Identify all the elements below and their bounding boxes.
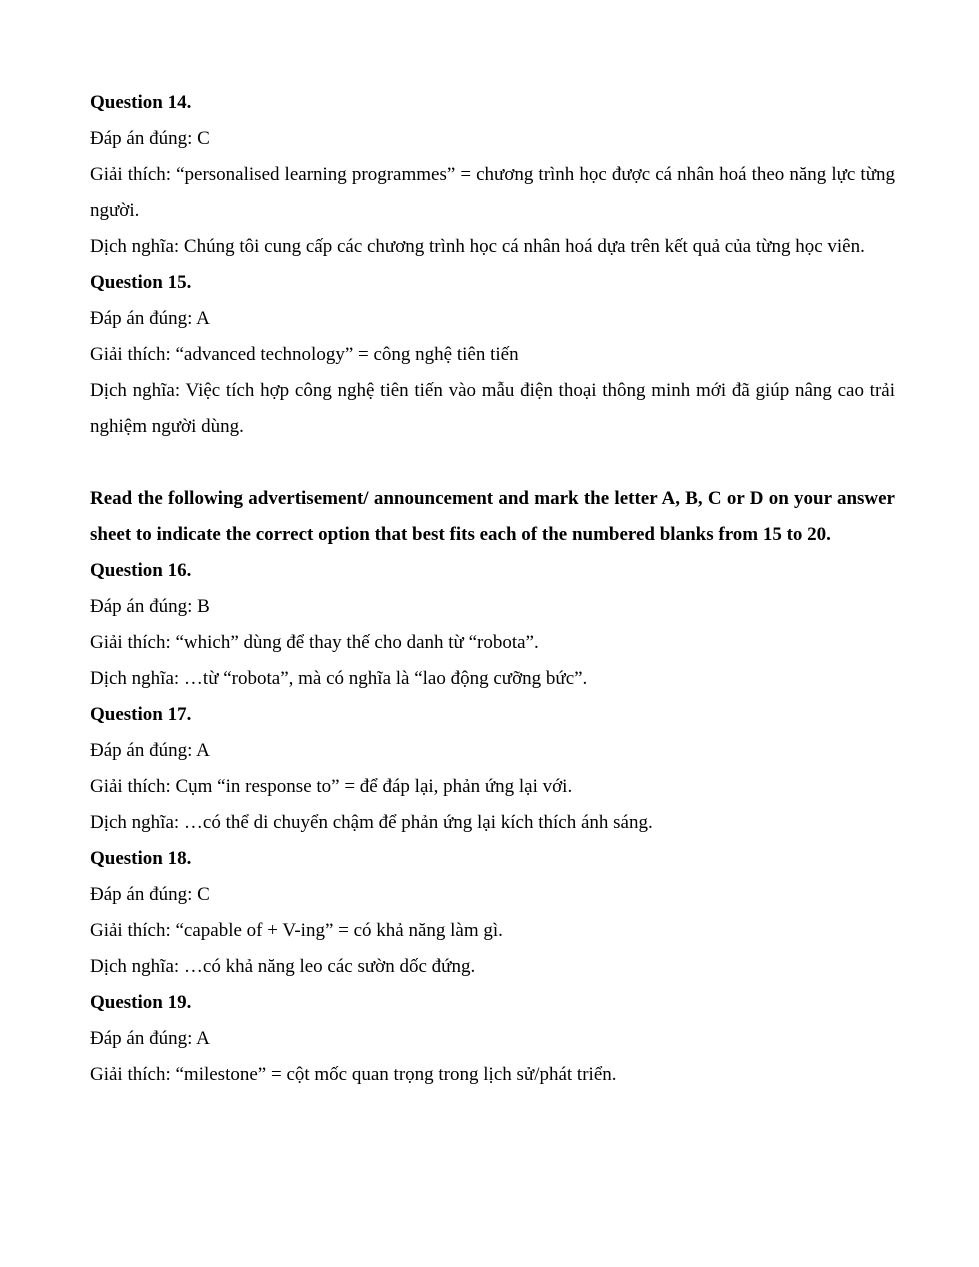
answer-line: Đáp án đúng: A	[90, 1028, 210, 1049]
explanation-line: Giải thích: “milestone” = cột mốc quan trọng trong lịch sử/phát triển.	[90, 1064, 617, 1085]
question-heading: Question 16.	[90, 560, 192, 581]
question-heading: Question 15.	[90, 272, 192, 293]
question-section-16	[90, 553, 895, 697]
question-heading: Question 18.	[90, 848, 192, 869]
translation-line: Dịch nghĩa: Chúng tôi cung cấp các chương trình học cá nhân hoá dựa trên kết quả của từng học viên.	[90, 236, 865, 257]
question-section-15	[90, 265, 895, 445]
answer-line: Đáp án đúng: C	[90, 128, 210, 149]
answer-line: Đáp án đúng: C	[90, 884, 210, 905]
translation-line: Dịch nghĩa: …có khả năng leo các sườn dốc đứng.	[90, 956, 476, 977]
question-heading: Question 19.	[90, 992, 192, 1013]
answer-line: Đáp án đúng: B	[90, 596, 210, 617]
instruction-paragraph: Read the following advertisement/ announcement and mark the letter A, B, C or D on your answer sheet to indicate the correct option that best fits each of the numbered blanks from 15 to 20.	[90, 488, 895, 545]
explanation-line: Giải thích: Cụm “in response to” = để đáp lại, phản ứng lại với.	[90, 776, 573, 797]
answer-line: Đáp án đúng: A	[90, 308, 210, 329]
translation-line: Dịch nghĩa: …có thể di chuyển chậm để phản ứng lại kích thích ánh sáng.	[90, 812, 653, 833]
explanation-line: Giải thích: “capable of + V-ing” = có khả năng làm gì.	[90, 920, 503, 941]
document-content	[90, 85, 895, 1093]
explanation-line: Giải thích: “which” dùng để thay thế cho danh từ “robota”.	[90, 632, 539, 653]
question-section-17	[90, 697, 895, 841]
explanation-line: Giải thích: “personalised learning programmes” = chương trình học được cá nhân hoá theo năng lực từng người.	[90, 164, 895, 221]
explanation-line: Giải thích: “advanced technology” = công nghệ tiên tiến	[90, 344, 519, 365]
question-section-18	[90, 841, 895, 985]
question-section-14	[90, 85, 895, 265]
translation-line: Dịch nghĩa: Việc tích hợp công nghệ tiên tiến vào mẫu điện thoại thông minh mới đã giúp nâng cao trải nghiệm người dùng.	[90, 380, 895, 437]
question-heading: Question 17.	[90, 704, 192, 725]
translation-line: Dịch nghĩa: …từ “robota”, mà có nghĩa là “lao động cưỡng bức”.	[90, 668, 588, 689]
answer-line: Đáp án đúng: A	[90, 740, 210, 761]
question-section-19	[90, 985, 895, 1093]
question-heading: Question 14.	[90, 92, 192, 113]
blank-line	[90, 445, 895, 481]
